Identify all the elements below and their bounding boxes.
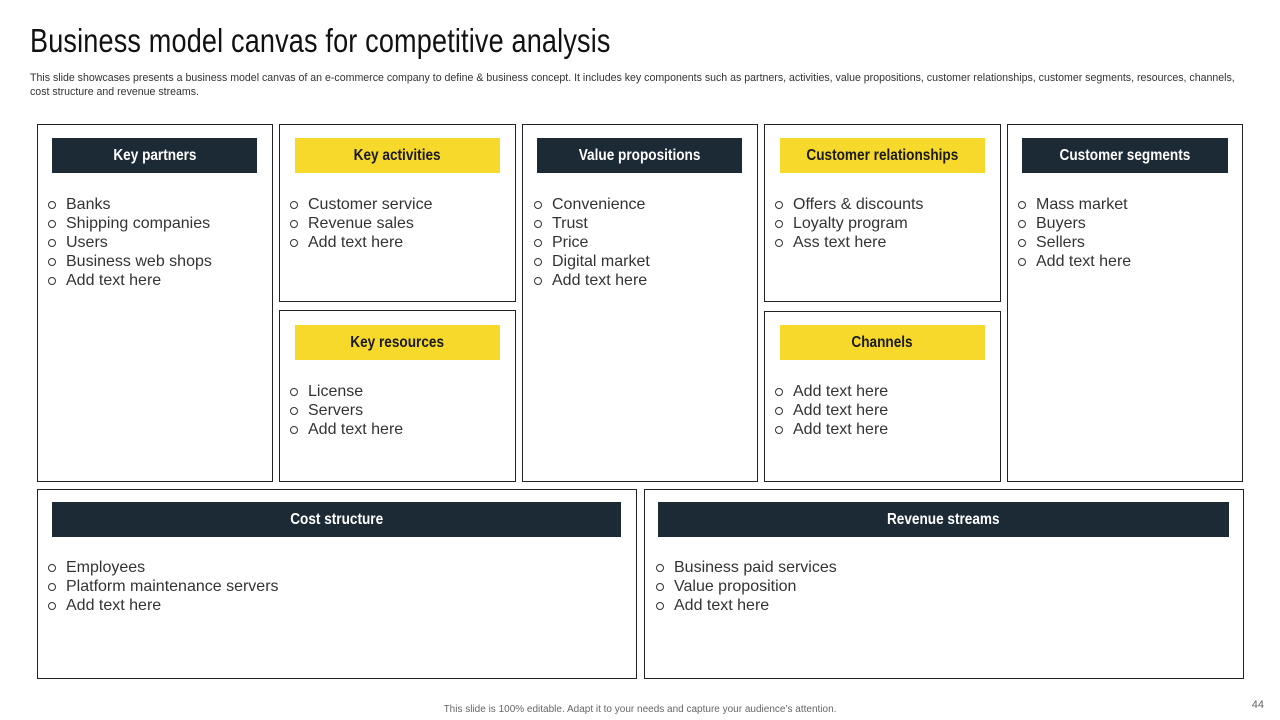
list-item	[532, 233, 650, 252]
list-item-text: Business web shops	[66, 253, 212, 270]
list-item	[46, 233, 212, 252]
list-item-text: Ass text here	[793, 234, 887, 251]
list-item	[46, 558, 279, 577]
bullet-icon	[775, 426, 783, 434]
bullet-icon	[534, 277, 542, 285]
key-activities-label: Key activities	[354, 146, 441, 164]
channels-header	[780, 325, 985, 360]
bullet-icon	[1018, 220, 1026, 228]
cost-structure-list	[46, 558, 279, 615]
list-item-text: Buyers	[1036, 215, 1086, 232]
customer-segments-label: Customer segments	[1059, 146, 1191, 164]
list-item-text: Add text here	[66, 272, 162, 289]
bullet-icon	[1018, 201, 1026, 209]
list-item-text: Add text here	[793, 402, 889, 419]
bullet-icon	[290, 201, 298, 209]
list-item	[532, 214, 650, 233]
bullet-icon	[48, 277, 56, 285]
bullet-icon	[775, 220, 783, 228]
list-item	[1016, 233, 1131, 252]
list-item	[288, 195, 432, 214]
bullet-icon	[290, 426, 298, 434]
list-item	[532, 195, 650, 214]
customer-relationships-list	[773, 195, 923, 252]
list-item-text: Banks	[66, 196, 111, 213]
list-item-text: Add text here	[308, 421, 404, 438]
list-item-text: Employees	[66, 559, 146, 576]
list-item	[46, 252, 212, 271]
revenue-streams-label: Revenue streams	[887, 510, 1000, 528]
bullet-icon	[290, 407, 298, 415]
value-propositions-box	[522, 124, 758, 482]
list-item	[654, 596, 837, 615]
key-partners-list	[46, 195, 212, 290]
list-item	[288, 233, 432, 252]
customer-relationships-label: Customer relationships	[806, 146, 959, 164]
list-item-text: Mass market	[1036, 196, 1128, 213]
list-item	[532, 271, 650, 290]
key-activities-list	[288, 195, 432, 252]
list-item-text: Add text here	[552, 272, 648, 289]
key-activities-header	[295, 138, 500, 173]
bullet-icon	[48, 564, 56, 572]
list-item	[46, 577, 279, 596]
customer-segments-box	[1007, 124, 1243, 482]
customer-segments-list	[1016, 195, 1131, 271]
key-partners-box	[37, 124, 273, 482]
list-item	[46, 195, 212, 214]
bullet-icon	[48, 201, 56, 209]
list-item	[532, 252, 650, 271]
key-resources-header	[295, 325, 500, 360]
list-item-text: Add text here	[674, 597, 770, 614]
list-item	[1016, 195, 1131, 214]
bullet-icon	[48, 220, 56, 228]
key-resources-label: Key resources	[350, 333, 445, 351]
bullet-icon	[290, 220, 298, 228]
customer-segments-header	[1022, 138, 1228, 173]
list-item	[1016, 214, 1131, 233]
list-item	[46, 596, 279, 615]
bullet-icon	[48, 583, 56, 591]
customer-relationships-header	[780, 138, 985, 173]
bullet-icon	[775, 407, 783, 415]
bullet-icon	[48, 602, 56, 610]
list-item-text: Sellers	[1036, 234, 1085, 251]
list-item-text: Add text here	[66, 597, 162, 614]
bullet-icon	[290, 388, 298, 396]
list-item	[773, 233, 923, 252]
list-item-text: Value proposition	[674, 578, 797, 595]
bullet-icon	[656, 583, 664, 591]
list-item	[288, 401, 403, 420]
key-partners-header	[52, 138, 257, 173]
cost-structure-label: Cost structure	[290, 510, 383, 528]
revenue-streams-list	[654, 558, 837, 615]
list-item	[1016, 252, 1131, 271]
list-item-text: License	[308, 383, 364, 400]
list-item	[773, 382, 888, 401]
list-item	[46, 214, 212, 233]
list-item-text: Trust	[552, 215, 588, 232]
bullet-icon	[775, 388, 783, 396]
channels-list	[773, 382, 888, 439]
bullet-icon	[656, 564, 664, 572]
channels-label: Channels	[851, 333, 914, 351]
bullet-icon	[775, 201, 783, 209]
bullet-icon	[534, 258, 542, 266]
bullet-icon	[534, 220, 542, 228]
bullet-icon	[1018, 239, 1026, 247]
list-item	[773, 195, 923, 214]
list-item	[654, 577, 837, 596]
list-item	[773, 401, 888, 420]
list-item-text: Add text here	[793, 383, 889, 400]
cost-structure-header	[52, 502, 621, 537]
list-item-text: Convenience	[552, 196, 646, 213]
list-item-text: Loyalty program	[793, 215, 908, 232]
value-propositions-list	[532, 195, 650, 290]
list-item-text: Add text here	[308, 234, 404, 251]
footer-note: This slide is 100% editable. Adapt it to your needs and capture your audience’s attention.	[443, 704, 837, 715]
bullet-icon	[1018, 258, 1026, 266]
list-item-text: Revenue sales	[308, 215, 414, 232]
key-partners-label: Key partners	[112, 146, 197, 164]
value-propositions-label: Value propositions	[578, 146, 701, 164]
revenue-streams-header	[658, 502, 1229, 537]
list-item-text: Platform maintenance servers	[66, 578, 279, 595]
list-item-text: Customer service	[308, 196, 433, 213]
value-propositions-header	[537, 138, 742, 173]
list-item	[654, 558, 837, 577]
list-item-text: Digital market	[552, 253, 650, 270]
bullet-icon	[48, 258, 56, 266]
bullet-icon	[48, 239, 56, 247]
list-item-text: Add text here	[793, 421, 889, 438]
list-item	[773, 420, 888, 439]
list-item-text: Business paid services	[674, 559, 837, 576]
list-item	[288, 420, 403, 439]
key-resources-list	[288, 382, 403, 439]
page-title: Business model canvas for competitive analysis	[30, 22, 611, 59]
list-item-text: Add text here	[1036, 253, 1132, 270]
list-item-text: Offers & discounts	[793, 196, 924, 213]
list-item-text: Shipping companies	[66, 215, 211, 232]
list-item-text: Servers	[308, 402, 364, 419]
list-item	[288, 382, 403, 401]
bullet-icon	[290, 239, 298, 247]
list-item-text: Price	[552, 234, 589, 251]
bullet-icon	[534, 201, 542, 209]
page-subtitle: This slide showcases presents a business model canvas of an e-commerce company to define & business concept. It includes key components such as partners, activities, value propositions, customer relationships, customer segments, resources, channels, cost structure and revenue streams.	[30, 72, 1235, 98]
list-item	[288, 214, 432, 233]
list-item-text: Users	[66, 234, 108, 251]
list-item	[46, 271, 212, 290]
bullet-icon	[656, 602, 664, 610]
bullet-icon	[534, 239, 542, 247]
list-item	[773, 214, 923, 233]
bullet-icon	[775, 239, 783, 247]
page-number: 44	[1251, 699, 1264, 711]
